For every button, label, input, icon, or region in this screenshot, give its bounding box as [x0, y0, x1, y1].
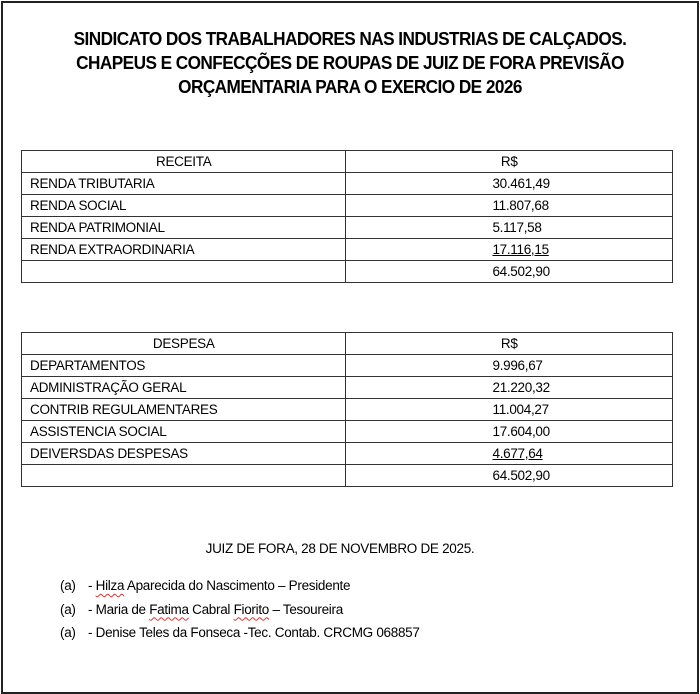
receita-total-value: 64.502,90 [346, 261, 673, 283]
signature-name-second: Fiorito [233, 601, 269, 617]
receita-row-label: RENDA EXTRAORDINARIA [22, 239, 346, 261]
despesa-row-value: 9.996,67 [346, 355, 673, 377]
receita-row-value: 17.116,15 [492, 242, 549, 257]
receita-row-value-cell [346, 239, 673, 261]
signature-name-first: Fatima [149, 601, 189, 617]
despesa-total-value: 64.502,90 [346, 465, 673, 487]
table-row [22, 355, 673, 377]
signature-mark: (a) [60, 578, 76, 593]
despesa-row-value: 21.220,32 [346, 377, 673, 399]
receita-table [21, 150, 673, 283]
despesa-row-label: DEPARTAMENTOS [22, 355, 346, 377]
signature-line [60, 602, 660, 626]
signature-list [60, 578, 660, 649]
table-row [22, 399, 673, 421]
despesa-row-label: ADMINISTRAÇÃO GERAL [22, 377, 346, 399]
signature-rest: Aparecida do Nascimento – Presidente [124, 578, 351, 593]
despesa-total-row [22, 465, 673, 487]
document-title [27, 27, 672, 99]
receita-row-value: 30.461,49 [346, 173, 673, 195]
table-row [22, 217, 673, 239]
title-line-3: ORÇAMENTARIA PARA O EXERCIO DE 2026 [178, 76, 522, 97]
table-row [22, 421, 673, 443]
receita-row-value: 5.117,58 [346, 217, 673, 239]
table-row [22, 239, 673, 261]
despesa-table [21, 332, 673, 487]
title-line-2: CHAPEUS E CONFECÇÕES DE ROUPAS DE JUIZ DE FORA PREVISÃO [76, 52, 624, 73]
title-line-1: SINDICATO DOS TRABALHADORES NAS INDUSTRIAS DE CALÇADOS. [73, 28, 627, 49]
signature-prefix: - Denise Teles da Fonseca -Tec. Contab. CRCMG 068857 [88, 625, 420, 640]
receita-total-blank [22, 261, 346, 283]
receita-row-value: 11.807,68 [346, 195, 673, 217]
table-row [22, 195, 673, 217]
signature-name-first: Hilza [95, 578, 125, 593]
despesa-total-blank [22, 465, 346, 487]
despesa-header-row [22, 333, 673, 355]
despesa-row-label: ASSISTENCIA SOCIAL [22, 421, 346, 443]
signature-mark: (a) [60, 601, 76, 617]
table-row [22, 173, 673, 195]
signature-name-middle: Cabral [188, 601, 234, 617]
receita-row-label: RENDA PATRIMONIAL [22, 217, 346, 239]
signature-prefix: - [88, 578, 96, 593]
date-line: JUIZ DE FORA, 28 DE NOVEMBRO DE 2025. [205, 541, 475, 556]
despesa-row-label: CONTRIB REGULAMENTARES [22, 399, 346, 421]
despesa-header-label: DESPESA [22, 333, 346, 355]
receita-header-label: RECEITA [22, 151, 346, 173]
despesa-row-value: 11.004,27 [346, 399, 673, 421]
despesa-row-label: DEIVERSDAS DESPESAS [22, 443, 346, 465]
receita-header-currency: R$ [346, 151, 673, 173]
receita-row-label: RENDA TRIBUTARIA [22, 173, 346, 195]
table-row [22, 443, 673, 465]
despesa-header-currency: R$ [346, 333, 673, 355]
signature-line [60, 578, 660, 602]
receita-header-row [22, 151, 673, 173]
receita-total-row [22, 261, 673, 283]
signature-mark: (a) [60, 625, 76, 640]
signature-rest: – Tesoureira [269, 601, 343, 617]
despesa-row-value: 4.677,64 [492, 446, 543, 461]
signature-line [60, 625, 660, 649]
signature-prefix: - Maria de [88, 601, 150, 617]
despesa-row-value: 17.604,00 [346, 421, 673, 443]
table-row [22, 377, 673, 399]
receita-row-label: RENDA SOCIAL [22, 195, 346, 217]
despesa-row-value-cell [346, 443, 673, 465]
